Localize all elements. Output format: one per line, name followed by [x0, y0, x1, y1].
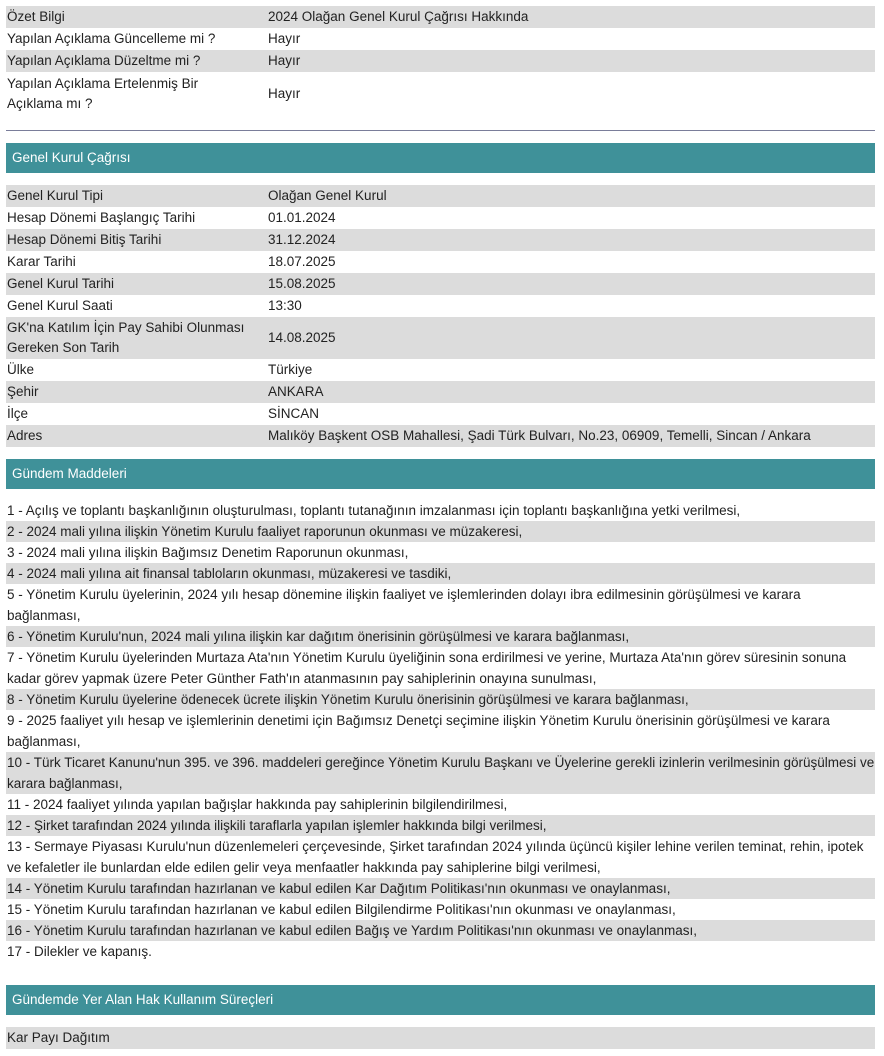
- ga-value: 18.07.2025: [268, 254, 336, 269]
- agenda-item: 7 - Yönetim Kurulu üyelerinden Murtaza Ata'nın Yönetim Kurulu üyeliğinin sona erdirilmesi ve yerine, Murtaza Ata'nın görev süresinin sonuna kadar görev yapmak üzere Peter Günther Fath'ın atanmasının pay sahiplerinin onayına sunulması,: [7, 650, 847, 686]
- ga-value: Türkiye: [268, 362, 313, 377]
- summary-row: [6, 28, 875, 50]
- ga-row: [6, 251, 875, 273]
- agenda-item: 1 - Açılış ve toplantı başkanlığının oluşturulması, toplantı tutanağının imzalanması için toplantı başkanlığına yetki verilmesi,: [7, 503, 741, 518]
- ga-label: Genel Kurul Saati: [7, 298, 113, 313]
- ga-label: Genel Kurul Tipi: [7, 188, 104, 203]
- agenda-item: 16 - Yönetim Kurulu tarafından hazırlanan ve kabul edilen Bağış ve Yardım Politikası'nın okunması ve onaylanması,: [6, 920, 875, 941]
- agenda-item: 12 - Şirket tarafından 2024 yılında ilişkili taraflarla yapılan işlemler hakkında bilgi verilmesi,: [6, 815, 875, 836]
- agenda-item: 13 - Sermaye Piyasası Kurulu'nun düzenlemeleri çerçevesinde, Şirket tarafından 2024 yılında üçüncü kişiler lehine verilen teminat, rehin, ipotek ve kefaletler ile bunlardan elde edilen gelir veya menfaatler hakkında pay sahiplerine bilgi verilmesi,: [7, 839, 864, 875]
- section-header-agenda: Gündem Maddeleri: [6, 459, 875, 489]
- ga-row: [6, 317, 875, 359]
- ga-label: Adres: [7, 428, 43, 443]
- general-assembly-table: [6, 185, 875, 447]
- summary-value: Hayır: [268, 31, 301, 46]
- ga-label: GK'na Katılım İçin Pay Sahibi Olunması Gereken Son Tarih: [7, 320, 245, 355]
- summary-label: Özet Bilgi: [7, 9, 65, 24]
- summary-row: [6, 6, 875, 28]
- rights-item: Kar Payı Dağıtım: [6, 1027, 875, 1049]
- ga-value: Malıköy Başkent OSB Mahallesi, Şadi Türk Bulvarı, No.23, 06909, Temelli, Sincan / Ankara: [268, 428, 811, 443]
- agenda-item: 14 - Yönetim Kurulu tarafından hazırlanan ve kabul edilen Kar Dağıtım Politikası'nın okunması ve onaylanması,: [6, 878, 875, 899]
- summary-row: [6, 50, 875, 72]
- agenda-item: 6 - Yönetim Kurulu'nun, 2024 mali yılına ilişkin kar dağıtım önerisinin görüşülmesi ve karara bağlanması,: [6, 626, 875, 647]
- agenda-item: 10 - Türk Ticaret Kanunu'nun 395. ve 396. maddeleri gereğince Yönetim Kurulu Başkanı ve Üyelerine gerekli izinlerin verilmesinin görüşülmesi ve karara bağlanması,: [6, 752, 875, 794]
- summary-table: [6, 6, 875, 116]
- ga-value: 15.08.2025: [268, 276, 336, 291]
- agenda-item: 17 - Dilekler ve kapanış.: [7, 944, 152, 959]
- ga-row: [6, 229, 875, 251]
- ga-row: [6, 359, 875, 381]
- agenda-item: 9 - 2025 faaliyet yılı hesap ve işlemlerinin denetimi için Bağımsız Denetçi seçimine ilişkin Yönetim Kurulu önerisinin görüşülmesi ve karara bağlanması,: [7, 713, 830, 749]
- agenda-item: 8 - Yönetim Kurulu üyelerine ödenecek ücrete ilişkin Yönetim Kurulu önerisinin görüşülmesi ve karara bağlanması,: [6, 689, 875, 710]
- ga-label: Hesap Dönemi Başlangıç Tarihi: [7, 210, 196, 225]
- summary-label: Yapılan Açıklama Ertelenmiş Bir Açıklama mı ?: [7, 76, 199, 111]
- agenda-item: 5 - Yönetim Kurulu üyelerinin, 2024 yılı hesap dönemine ilişkin faaliyet ve işlemlerinden dolayı ibra edilmesinin görüşülmesi ve karara bağlanması,: [7, 587, 801, 623]
- ga-label: Karar Tarihi: [7, 254, 76, 269]
- agenda-item: 4 - 2024 mali yılına ait finansal tabloların okunması, müzakeresi ve tasdiki,: [6, 563, 875, 584]
- ga-row: [6, 295, 875, 317]
- ga-label: Ülke: [7, 362, 35, 377]
- ga-value: ANKARA: [268, 384, 324, 399]
- ga-label: Genel Kurul Tarihi: [7, 276, 115, 291]
- ga-value: 31.12.2024: [268, 232, 336, 247]
- ga-row: [6, 273, 875, 295]
- ga-row: [6, 185, 875, 207]
- summary-label: Yapılan Açıklama Güncelleme mi ?: [7, 31, 216, 46]
- agenda-item: 11 - 2024 faaliyet yılında yapılan bağışlar hakkında pay sahiplerinin bilgilendirilmesi,: [7, 797, 508, 812]
- ga-value: Olağan Genel Kurul: [268, 188, 387, 203]
- rights-list: [6, 1027, 875, 1049]
- ga-label: İlçe: [7, 406, 29, 421]
- agenda-item: 15 - Yönetim Kurulu tarafından hazırlanan ve kabul edilen Bilgilendirme Politikası'nın okunması ve onaylanması,: [7, 902, 676, 917]
- ga-value: 13:30: [268, 298, 302, 313]
- section-header-general-assembly: Genel Kurul Çağrısı: [6, 143, 875, 173]
- ga-row: [6, 425, 875, 447]
- ga-label: Hesap Dönemi Bitiş Tarihi: [7, 232, 162, 247]
- ga-value: 01.01.2024: [268, 210, 336, 225]
- agenda-item: 2 - 2024 mali yılına ilişkin Yönetim Kurulu faaliyet raporunun okunması ve müzakeresi,: [6, 521, 875, 542]
- ga-label: Şehir: [7, 384, 39, 399]
- ga-value: 14.08.2025: [268, 330, 336, 345]
- summary-row: [6, 72, 875, 116]
- ga-row: [6, 207, 875, 229]
- summary-label: Yapılan Açıklama Düzeltme mi ?: [7, 53, 201, 68]
- agenda-item: 3 - 2024 mali yılına ilişkin Bağımsız Denetim Raporunun okunması,: [7, 545, 409, 560]
- ga-row: [6, 381, 875, 403]
- ga-row: [6, 403, 875, 425]
- summary-value: 2024 Olağan Genel Kurul Çağrısı Hakkında: [268, 9, 529, 24]
- divider: [6, 130, 875, 131]
- ga-value: SİNCAN: [268, 406, 320, 421]
- section-header-rights: Gündemde Yer Alan Hak Kullanım Süreçleri: [6, 985, 875, 1015]
- agenda-list: [6, 500, 875, 962]
- summary-value: Hayır: [268, 86, 301, 101]
- summary-value: Hayır: [268, 53, 301, 68]
